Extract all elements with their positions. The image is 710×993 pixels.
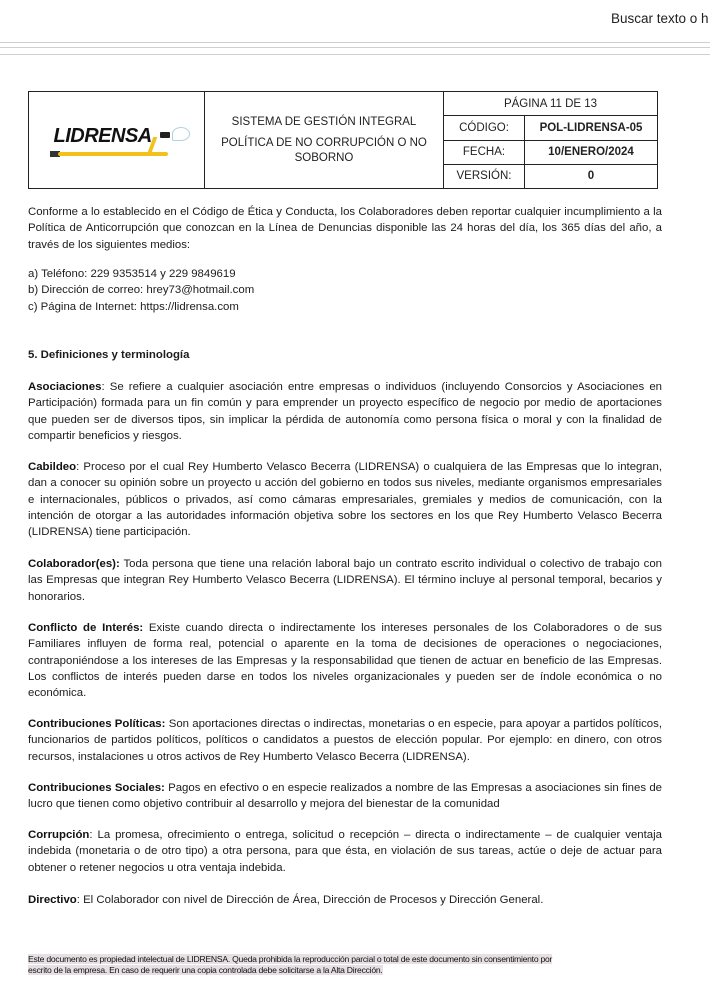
toolbar-divider: [0, 54, 710, 55]
definition-text: El Colaborador con nivel de Dirección de Área, Dirección de Procesos y Dirección General.: [79, 894, 544, 906]
code-value: POL-LIDRENSA-05: [525, 116, 658, 140]
definition-term: Contribuciones Sociales:: [28, 782, 165, 794]
reporting-means-list: [28, 266, 662, 315]
definition-text: Toda persona que tiene una relación laboral bajo un contrato escrito individual o colectivo de trabajo con las Empresas que integran Rey Humberto Velasco Becerra (LIDRENSA). El término incluye al personal temporal, becarios y honorarios.: [28, 558, 662, 603]
footer-line-1: Este documento es propiedad intelectual de LIDRENSA. Queda prohibida la reproducción parcial o total de este documento sin consentimiento por: [28, 954, 553, 964]
definition-term: Contribuciones Políticas:: [28, 718, 166, 730]
definition-directivo: [28, 892, 662, 908]
definition-text: Proceso por el cual Rey Humberto Velasco Becerra (LIDRENSA) o cualquiera de las Empresas que lo integran, dan a conocer su opinión sobre un proyecto u acción del gobierno en todos sus niveles, mediante organismos empresariales e internacionales, públicos o privados, así como cámaras empresariales, gremiales y medios de comunicación, con la intención de otorgar a las autoridades información objetiva sobre los sectores en los que Rey Humberto Velasco Becerra (LIDRENSA) tiene participación.: [28, 461, 662, 539]
footer-line-2: escrito de la empresa. En caso de requerir una copia controlada debe solicitarse a la Alta Dirección.: [28, 965, 383, 975]
definition-text: Se refiere a cualquier asociación entre empresas o individuos (incluyendo Consorcios y Asociaciones en Participación) formada para un fin común y para emprender un proyecto específico de negocio por medio de aportaciones que pueden ser de diversos tipos, sin implicar la pérdida de autonomía como persona física o moral y con la finalidad de compartir beneficios y riesgos.: [28, 381, 662, 442]
definition-cabildeo: [28, 459, 662, 540]
toolbar-divider: [0, 47, 710, 48]
lidrensa-logo: [42, 119, 192, 161]
page-number: PÁGINA 11 DE 13: [444, 92, 658, 116]
definition-separator: :: [76, 894, 80, 906]
definition-separator: :: [89, 829, 93, 841]
title-cell: [205, 92, 444, 189]
definition-term: Corrupción: [28, 829, 90, 841]
definition-term: Colaborador(es):: [28, 558, 120, 570]
code-label: CÓDIGO:: [444, 116, 525, 140]
viewer-toolbar: [0, 0, 710, 40]
definition-contribuciones-sociales: [28, 780, 662, 813]
document-header-table: [28, 91, 658, 189]
definition-text: Pagos en efectivo o en especie realizados a nombre de las Empresas a asociaciones sin fines de lucro que tienen como objetivo contribuir al desarrollo y mejora del bienestar de la comunidad: [28, 782, 662, 811]
definition-separator: :: [76, 461, 80, 473]
means-phone: a) Teléfono: 229 9353514 y 229 9849619: [28, 268, 236, 280]
date-value: 10/ENERO/2024: [525, 140, 658, 164]
definition-asociaciones: [28, 379, 662, 444]
logo-wordmark: LIDRENSA: [53, 125, 152, 147]
logo-cell: [29, 92, 205, 189]
definition-term: Directivo: [28, 894, 77, 906]
logo-spray-icon: [172, 127, 190, 141]
version-value: 0: [525, 164, 658, 188]
definition-term: Conflicto de Interés:: [28, 622, 144, 634]
definition-separator: :: [101, 381, 105, 393]
definition-colaboradores: [28, 556, 662, 605]
footer-disclaimer: [28, 954, 668, 976]
definition-text: Son aportaciones directas o indirectas, monetarias o en especie, para apoyar a partidos políticos, funcionarios de partidos políticos, políticos o candidatos a puestos de elección popular. Por ejemplo: en dinero, con otros recursos, instalaciones u otros activos de Rey Humberto Velasco Becerra (LIDRENSA).: [28, 718, 662, 763]
definition-text: Existe cuando directa o indirectamente los intereses personales de los Colaboradores o de sus Familiares influyen de forma real, potencial o aparente en la toma de decisiones de operaciones o negociaciones, contraponiéndose a los intereses de las Empresas y la responsabilidad que tienen de actuar en beneficio de las Empresas. Los conflictos de interés pueden darse en todos los niveles organizacionales y pueden ser de índole económica o no económica.: [28, 622, 662, 700]
definition-conflicto-de-interes: [28, 620, 662, 701]
intro-paragraph: Conforme a lo establecido en el Código de Ética y Conducta, los Colaboradores deben reportar cualquier incumplimiento a la Política de Anticorrupción que conozcan en la Línea de Denuncias disponible las 24 horas del día, los 365 días del año, a través de los siguientes medios:: [28, 206, 662, 251]
policy-title: POLÍTICA DE NO CORRUPCIÓN O NO SOBORNO: [221, 136, 427, 164]
search-input[interactable]: Buscar texto o h: [611, 11, 709, 26]
definition-corrupcion: [28, 827, 662, 876]
version-label: VERSIÓN:: [444, 164, 525, 188]
toolbar-divider: [0, 42, 710, 43]
means-email: b) Dirección de correo: hrey73@hotmail.com: [28, 284, 255, 297]
system-title: SISTEMA DE GESTIÓN INTEGRAL: [231, 115, 417, 128]
means-website: c) Página de Internet: https://lidrensa.com: [28, 300, 239, 313]
logo-nozzle-icon: [160, 132, 170, 138]
definition-term: Asociaciones: [28, 381, 102, 393]
section-heading: 5. Definiciones y terminología: [28, 349, 190, 361]
definition-term: Cabildeo: [28, 461, 77, 473]
definition-contribuciones-politicas: [28, 716, 662, 765]
definition-text: La promesa, ofrecimiento o entrega, solicitud o recepción – directa o indirectamente – de cualquier ventaja indebida (monetaria o de otro tipo) a otra persona, para que ésta, en violación de sus tareas, actúe o deje de actuar para obtener o retener negocios u otra ventaja indebida.: [28, 829, 662, 874]
date-label: FECHA:: [444, 140, 525, 164]
